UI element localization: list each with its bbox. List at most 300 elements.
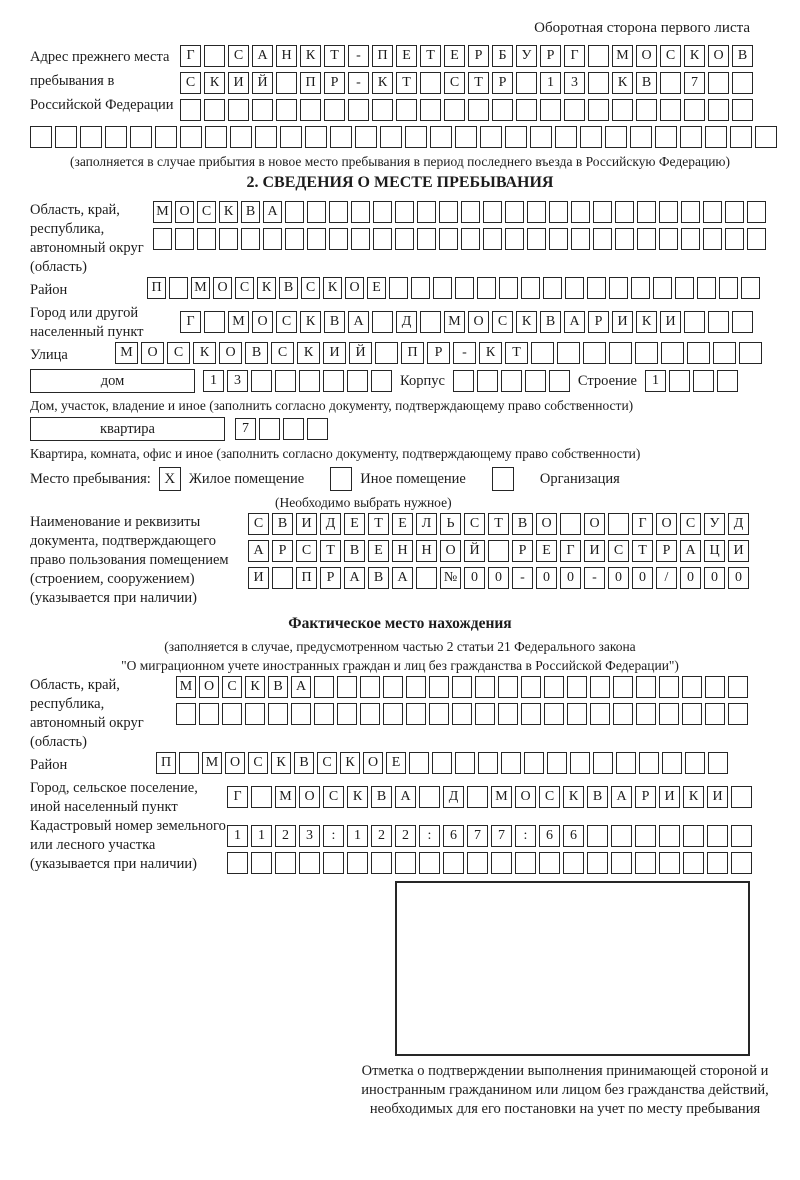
char-cell (383, 703, 403, 725)
char-cell (175, 228, 194, 250)
char-cell (452, 703, 472, 725)
char-cell (675, 277, 694, 299)
char-cell (635, 852, 656, 874)
char-cell (609, 342, 632, 364)
char-cell (659, 825, 680, 847)
char-cell: С (248, 752, 268, 774)
char-cell (420, 311, 441, 333)
char-cell: В (512, 513, 533, 535)
char-cell (730, 126, 752, 148)
char-cell: 0 (488, 567, 509, 589)
char-cell: - (512, 567, 533, 589)
char-cell: В (272, 513, 293, 535)
char-cell (433, 277, 452, 299)
char-cell: : (419, 825, 440, 847)
char-cell: О (299, 786, 320, 808)
char-cell (204, 311, 225, 333)
char-cell (587, 852, 608, 874)
char-cell (453, 370, 474, 392)
char-cell (583, 342, 606, 364)
char-cell: Е (396, 45, 417, 67)
char-cell (549, 228, 568, 250)
apartment-row (30, 417, 770, 441)
char-cell (406, 703, 426, 725)
char-cell (283, 418, 304, 440)
char-cell (501, 752, 521, 774)
char-cell: И (296, 513, 317, 535)
char-cell (230, 126, 252, 148)
char-cell: С (296, 540, 317, 562)
char-cell (179, 752, 199, 774)
char-cell (411, 277, 430, 299)
char-cell: К (245, 676, 265, 698)
char-cell: Т (324, 45, 345, 67)
char-cell: А (564, 311, 585, 333)
char-cell: А (248, 540, 269, 562)
char-cell (55, 126, 77, 148)
char-cell: У (516, 45, 537, 67)
oblast-row-1 (153, 201, 766, 223)
actual-location-title: Фактическое место нахождения (288, 615, 512, 632)
char-cell: К (516, 311, 537, 333)
char-cell: 3 (299, 825, 320, 847)
char-cell: К (684, 45, 705, 67)
char-cell (483, 228, 502, 250)
char-cell (705, 703, 725, 725)
char-cell (728, 703, 748, 725)
char-cell (222, 703, 242, 725)
char-cell (571, 228, 590, 250)
rayon-actual-row (156, 752, 728, 774)
char-cell (455, 126, 477, 148)
char-cell (488, 540, 509, 562)
char-cell: 7 (235, 418, 256, 440)
char-cell (683, 852, 704, 874)
char-cell (180, 99, 201, 121)
char-cell (707, 825, 728, 847)
char-cell (653, 277, 672, 299)
char-cell (681, 201, 700, 223)
char-cell (593, 228, 612, 250)
char-cell (527, 228, 546, 250)
char-cell (571, 201, 590, 223)
house-row (30, 369, 770, 393)
char-cell (176, 703, 196, 725)
char-cell (155, 126, 177, 148)
char-cell (705, 676, 725, 698)
char-cell (684, 99, 705, 121)
char-cell (669, 370, 690, 392)
char-cell (417, 201, 436, 223)
char-cell: 1 (203, 370, 224, 392)
stay-option-other-premises: Иное помещение (360, 470, 466, 487)
char-cell: Е (444, 45, 465, 67)
char-cell (615, 201, 634, 223)
char-cell: О (515, 786, 536, 808)
char-cell: О (225, 752, 245, 774)
char-cell: К (612, 72, 633, 94)
char-cell (452, 676, 472, 698)
char-cell: Е (367, 277, 386, 299)
char-cell (323, 852, 344, 874)
prev-address-row-2 (180, 72, 753, 94)
char-cell: С (167, 342, 190, 364)
char-cell (683, 825, 704, 847)
char-cell (636, 99, 657, 121)
cadastre-row-1 (227, 825, 752, 847)
char-cell (371, 852, 392, 874)
char-cell (420, 99, 441, 121)
char-cell (725, 201, 744, 223)
char-cell: К (563, 786, 584, 808)
char-cell (351, 228, 370, 250)
char-cell (530, 126, 552, 148)
char-cell (543, 277, 562, 299)
char-cell (565, 277, 584, 299)
field-prev-address (30, 45, 770, 126)
char-cell: В (294, 752, 314, 774)
char-cell: Б (492, 45, 513, 67)
char-cell: - (348, 72, 369, 94)
char-cell (521, 703, 541, 725)
char-cell (153, 228, 172, 250)
char-cell: К (372, 72, 393, 94)
char-cell (337, 703, 357, 725)
char-cell: : (515, 825, 536, 847)
char-cell: 6 (443, 825, 464, 847)
char-cell (515, 852, 536, 874)
char-cell: В (371, 786, 392, 808)
char-cell (557, 342, 580, 364)
char-cell: К (340, 752, 360, 774)
char-cell: 6 (563, 825, 584, 847)
char-cell (707, 852, 728, 874)
char-cell (590, 703, 610, 725)
char-cell (524, 752, 544, 774)
char-cell (587, 825, 608, 847)
char-cell: / (656, 567, 677, 589)
korpus-cells (453, 370, 570, 392)
char-cell (475, 676, 495, 698)
char-cell: К (193, 342, 216, 364)
char-cell: Т (368, 513, 389, 535)
char-cell: К (479, 342, 502, 364)
char-cell: О (219, 342, 242, 364)
char-cell: Р (512, 540, 533, 562)
char-cell (483, 201, 502, 223)
char-cell (268, 703, 288, 725)
char-cell: К (636, 311, 657, 333)
document-row-3 (248, 567, 749, 589)
char-cell (637, 201, 656, 223)
oblast-actual-row-1 (176, 676, 748, 698)
char-cell: Т (420, 45, 441, 67)
char-cell: О (656, 513, 677, 535)
prev-address-row-4 (30, 126, 770, 148)
char-cell (631, 277, 650, 299)
char-cell (252, 99, 273, 121)
char-cell: С (197, 201, 216, 223)
char-cell (180, 126, 202, 148)
char-cell (613, 703, 633, 725)
apartment-note: Квартира, комната, офис и иное (заполнить согласно документу, подтверждающему право собственности) (30, 446, 641, 461)
char-cell: С (539, 786, 560, 808)
prev-address-row-1 (180, 45, 753, 67)
char-cell: И (707, 786, 728, 808)
char-cell (455, 277, 474, 299)
char-cell (492, 99, 513, 121)
char-cell: А (291, 676, 311, 698)
char-cell: И (659, 786, 680, 808)
char-cell (682, 703, 702, 725)
char-cell (613, 676, 633, 698)
char-cell: Р (492, 72, 513, 94)
char-cell: К (300, 45, 321, 67)
stroenie-label: Строение (577, 372, 637, 389)
char-cell: К (257, 277, 276, 299)
char-cell (755, 126, 777, 148)
char-cell: К (219, 201, 238, 223)
char-cell (276, 99, 297, 121)
char-cell: 2 (395, 825, 416, 847)
char-cell (635, 342, 658, 364)
field-cadastre (30, 817, 770, 879)
char-cell (419, 852, 440, 874)
char-cell (480, 126, 502, 148)
char-cell (612, 99, 633, 121)
char-cell (611, 852, 632, 874)
char-cell: В (245, 342, 268, 364)
char-cell: А (395, 786, 416, 808)
char-cell: Г (632, 513, 653, 535)
char-cell (660, 99, 681, 121)
char-cell (205, 126, 227, 148)
char-cell: И (248, 567, 269, 589)
char-cell (245, 703, 265, 725)
korpus-label: Корпус (400, 372, 445, 389)
char-cell: С (608, 540, 629, 562)
stamp-box (395, 881, 750, 1056)
char-cell: Е (368, 540, 389, 562)
field-oblast-actual (30, 676, 770, 752)
section2-title: 2. СВЕДЕНИЯ О МЕСТЕ ПРЕБЫВАНИЯ (246, 174, 554, 191)
char-cell: М (191, 277, 210, 299)
char-cell (703, 228, 722, 250)
char-cell (420, 72, 441, 94)
char-cell: К (204, 72, 225, 94)
char-cell (741, 277, 760, 299)
field-oblast (30, 201, 770, 277)
char-cell: М (115, 342, 138, 364)
char-cell (580, 126, 602, 148)
char-cell: Е (536, 540, 557, 562)
char-cell: Т (468, 72, 489, 94)
char-cell: Р (635, 786, 656, 808)
char-cell (444, 99, 465, 121)
oblast-actual-row-2 (176, 703, 748, 725)
char-cell: С (323, 786, 344, 808)
char-cell (380, 126, 402, 148)
char-cell (329, 201, 348, 223)
char-cell (417, 228, 436, 250)
char-cell (505, 228, 524, 250)
char-cell (685, 752, 705, 774)
char-cell (732, 99, 753, 121)
char-cell (455, 752, 475, 774)
char-cell (693, 370, 714, 392)
char-cell (351, 201, 370, 223)
char-cell: А (680, 540, 701, 562)
char-cell: В (324, 311, 345, 333)
char-cell: А (252, 45, 273, 67)
char-cell: П (401, 342, 424, 364)
char-cell (564, 99, 585, 121)
char-cell (280, 126, 302, 148)
char-cell (360, 676, 380, 698)
char-cell: С (222, 676, 242, 698)
char-cell (563, 852, 584, 874)
char-cell (527, 201, 546, 223)
char-cell: Г (564, 45, 585, 67)
char-cell: Р (324, 72, 345, 94)
char-cell (659, 703, 679, 725)
char-cell: 6 (539, 825, 560, 847)
char-cell: Т (396, 72, 417, 94)
char-cell (275, 852, 296, 874)
char-cell (219, 228, 238, 250)
char-cell (615, 228, 634, 250)
char-cell (477, 370, 498, 392)
char-cell: И (660, 311, 681, 333)
char-cell (659, 201, 678, 223)
char-cell (605, 126, 627, 148)
checkbox-other-premises (330, 467, 352, 491)
char-cell: А (611, 786, 632, 808)
char-cell (467, 852, 488, 874)
char-cell: 7 (491, 825, 512, 847)
char-cell (251, 786, 272, 808)
char-cell (467, 786, 488, 808)
char-cell: И (323, 342, 346, 364)
prev-address-row-3 (180, 99, 753, 121)
char-cell: Д (396, 311, 417, 333)
char-cell: Е (344, 513, 365, 535)
cadastre-row-2 (227, 852, 752, 874)
char-cell: М (228, 311, 249, 333)
char-cell: И (584, 540, 605, 562)
char-cell (498, 676, 518, 698)
char-cell (725, 228, 744, 250)
char-cell: В (368, 567, 389, 589)
field-rayon-actual (30, 752, 770, 779)
stay-option-organization: Организация (539, 470, 620, 487)
char-cell (717, 370, 738, 392)
char-cell (228, 99, 249, 121)
char-cell: О (636, 45, 657, 67)
house-box: дом (30, 369, 195, 393)
char-cell: О (708, 45, 729, 67)
char-cell (728, 676, 748, 698)
char-cell (291, 703, 311, 725)
char-cell: Й (349, 342, 372, 364)
char-cell (680, 126, 702, 148)
char-cell: К (323, 277, 342, 299)
char-cell: С (228, 45, 249, 67)
document-row-1 (248, 513, 749, 535)
char-cell (747, 228, 766, 250)
char-cell: С (492, 311, 513, 333)
char-cell (355, 126, 377, 148)
char-cell: 3 (227, 370, 248, 392)
char-cell (347, 370, 368, 392)
rayon-actual-label: Район (30, 757, 68, 773)
char-cell: Т (632, 540, 653, 562)
stay-type-label: Место пребывания: (30, 470, 151, 487)
char-cell (373, 201, 392, 223)
stay-type-note: (Необходимо выбрать нужное) (275, 495, 452, 510)
char-cell: 0 (536, 567, 557, 589)
field-street (30, 342, 770, 369)
char-cell: В (636, 72, 657, 94)
char-cell (204, 99, 225, 121)
city-actual-row (227, 786, 752, 808)
char-cell (681, 228, 700, 250)
house-cells (203, 370, 392, 392)
char-cell (747, 201, 766, 223)
char-cell: Н (276, 45, 297, 67)
char-cell (560, 513, 581, 535)
char-cell: 0 (560, 567, 581, 589)
rayon-label: Район (30, 282, 68, 298)
char-cell (251, 852, 272, 874)
char-cell (732, 72, 753, 94)
char-cell (498, 703, 518, 725)
char-cell: П (372, 45, 393, 67)
char-cell (169, 277, 188, 299)
char-cell (275, 370, 296, 392)
char-cell: И (728, 540, 749, 562)
char-cell: Р (656, 540, 677, 562)
char-cell: В (732, 45, 753, 67)
char-cell (241, 228, 260, 250)
char-cell (263, 228, 282, 250)
char-cell: К (683, 786, 704, 808)
char-cell: Р (468, 45, 489, 67)
char-cell (314, 703, 334, 725)
char-cell: Г (180, 311, 201, 333)
char-cell (540, 99, 561, 121)
char-cell (227, 852, 248, 874)
field-rayon (30, 277, 770, 304)
char-cell (708, 72, 729, 94)
char-cell (323, 370, 344, 392)
char-cell: С (464, 513, 485, 535)
char-cell: М (491, 786, 512, 808)
char-cell: М (153, 201, 172, 223)
char-cell: К (347, 786, 368, 808)
char-cell (443, 852, 464, 874)
char-cell: : (323, 825, 344, 847)
char-cell (687, 342, 710, 364)
char-cell: 0 (680, 567, 701, 589)
char-cell: С (276, 311, 297, 333)
char-cell: Г (227, 786, 248, 808)
char-cell: Р (272, 540, 293, 562)
char-cell (406, 676, 426, 698)
char-cell: Ц (704, 540, 725, 562)
char-cell (396, 99, 417, 121)
char-cell (567, 703, 587, 725)
